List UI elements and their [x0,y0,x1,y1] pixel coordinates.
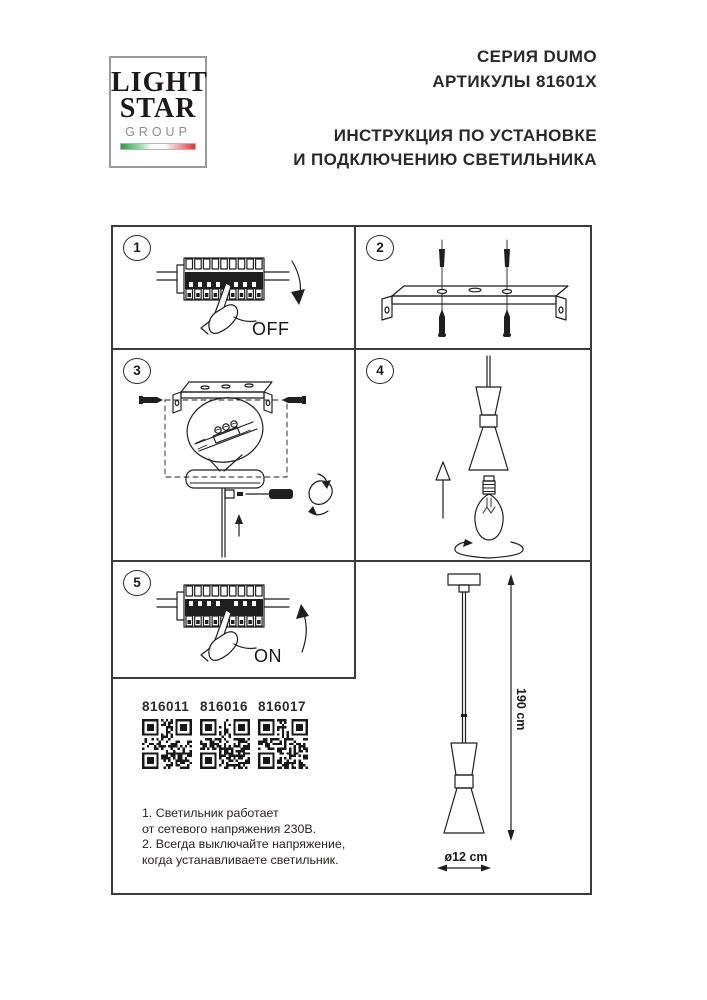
instruction-grid [111,225,592,895]
rotate-up-arrow-icon [296,604,309,652]
circuit-breaker-on-drawing [113,562,354,677]
note-line: 2. Всегда выключайте напряжение, [142,837,346,852]
article-number: 816017 [258,699,307,714]
qr-code [200,719,250,769]
article-number: 816016 [200,699,249,714]
wiring-detail-drawing [113,350,354,560]
pendant-lamp-drawing [356,562,590,893]
step-1-panel [113,227,354,348]
qr-code [258,719,308,769]
step-2-panel [356,227,590,348]
note-line: когда устанавливаете светильник. [142,852,339,867]
articles-title: АРТИКУЛЫ 81601X [432,72,597,91]
safety-notes [142,806,345,868]
screwdriver-icon [246,489,293,499]
articles-qr-section [113,679,354,893]
lightstar-logo [109,56,207,168]
step-3-number: 3 [123,358,151,384]
product-816016 [200,699,254,769]
terminal-block-zoom-icon [182,392,268,471]
lamp-shade-icon [444,743,484,833]
step-5-number: 5 [123,570,151,596]
pressing-finger-icon [201,610,256,661]
wall-anchor-icon [439,240,510,267]
qr-code [142,719,192,769]
instruction-title-line1: ИНСТРУКЦИЯ ПО УСТАНОВКЕ [333,126,597,145]
rotate-bulb-arrow-icon [455,539,523,558]
step-4-number: 4 [366,358,394,384]
step-5-panel [113,562,354,677]
step-2-number: 2 [366,235,394,261]
lamp-shade-icon [469,387,508,470]
note-line: 1. Светильник работает [142,806,279,820]
step-1-number: 1 [123,235,151,261]
note-line: от сетевого напряжения 230В. [142,821,317,836]
logo-word-star: STAR [119,93,197,124]
diameter-dimension-line [437,865,491,872]
twist-hand-icon [308,474,332,515]
up-arrow-icon [436,462,450,518]
italian-flag-bar [120,143,196,150]
mounting-bracket-drawing [356,227,590,348]
instruction-title-line2: И ПОДКЛЮЧЕНИЮ СВЕТИЛЬНИКА [293,150,597,169]
height-dimension-label: 190 cm [514,688,528,731]
rotate-down-arrow-icon [291,261,305,305]
up-arrow-icon [235,514,243,536]
pressing-finger-icon [201,283,256,334]
logo-word-group: GROUP [125,125,191,139]
on-label: ON [254,646,282,666]
diameter-dimension-label: ø12 cm [444,850,488,864]
logo-word-light: LIGHT [111,67,208,98]
product-816017 [258,699,312,769]
shade-and-bulb-drawing [356,350,590,560]
step-3-panel [113,350,354,560]
product-816011 [142,699,196,769]
document-title [293,44,597,172]
series-title: СЕРИЯ DUMO [476,47,597,66]
light-bulb-icon [475,476,503,540]
article-number: 816011 [142,699,190,714]
lamp-dimensions-panel [356,562,590,893]
off-label: OFF [252,319,290,339]
step-4-panel [356,350,590,560]
mounting-screw-icon [438,309,511,337]
circuit-breaker-off-drawing [113,227,354,348]
